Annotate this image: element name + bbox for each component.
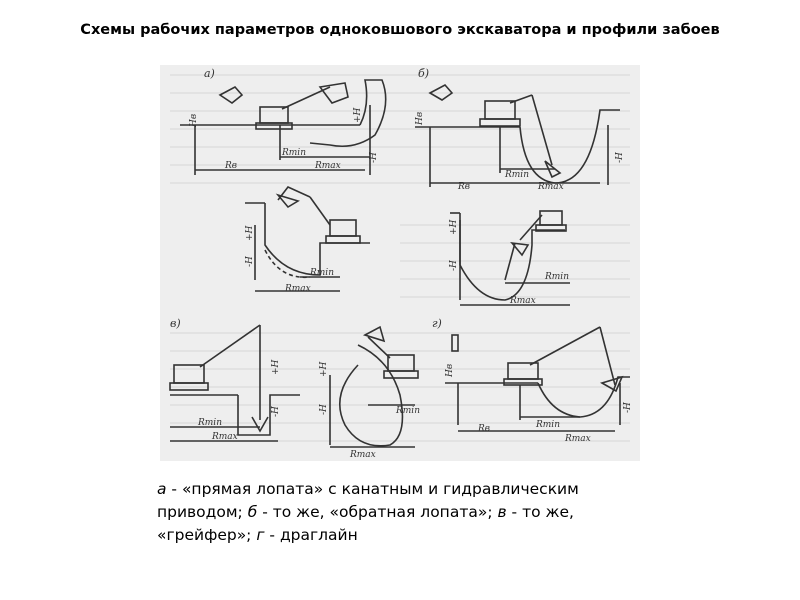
caption-text-a: - «прямая лопата» с канатным и гидравлическим приводом;: [157, 480, 579, 521]
panel-b3-minus-h-label: -H: [449, 260, 459, 271]
panel-b3-rmin-label: Rmin: [545, 272, 569, 282]
panel-a-rmin-label: Rmin: [282, 148, 306, 158]
panel-b2-rmin-label: Rmin: [310, 268, 334, 278]
panel-b-rmin-label: Rmin: [505, 170, 529, 180]
panel-v-plus-h-label: +H: [271, 359, 281, 375]
panel-b-rmax-label: Rmax: [538, 182, 564, 192]
panel-g-rv-label: Rв: [478, 424, 491, 434]
panel-g-rmin-label: Rmin: [536, 420, 560, 430]
panel-b2-rmax-label: Rmax: [285, 284, 311, 294]
panel-v2-plus-h-label: +H: [319, 361, 329, 377]
panel-g-minus-h-label: -H: [623, 402, 633, 413]
panel-v-rmax-label: Rmax: [212, 432, 238, 442]
panel-b3-rmax-label: Rmax: [510, 296, 536, 306]
caption-key-b: б: [247, 503, 258, 521]
panel-g-dragline: [432, 317, 633, 444]
panel-a-label: а): [204, 67, 215, 80]
panel-b3-plus-h-label: +H: [449, 219, 459, 235]
caption-key-v: в: [497, 503, 507, 521]
panel-b-hv-label: Hв: [415, 111, 425, 125]
slide-title: Схемы рабочих параметров одноковшового экскаватора и профили забоев: [80, 22, 720, 38]
panel-a-hv-label: Hв: [189, 113, 199, 127]
panel-v-rmin-label: Rmin: [198, 418, 222, 428]
panel-b2-backhoe-left: [245, 187, 370, 294]
caption-text-b: - то же, «обратная лопата»;: [257, 503, 498, 521]
panel-v-label: в): [170, 317, 181, 330]
panel-b-label: б): [418, 67, 430, 80]
panel-v2-rmax-label: Rmax: [350, 450, 376, 460]
panel-v2-excavator: [319, 327, 420, 460]
caption-text-g: - драглайн: [264, 526, 358, 544]
excavator-diagram-figure: [160, 65, 640, 461]
panel-g-hv-label: Hв: [445, 363, 455, 377]
panel-a-minus-h-label: -H: [369, 152, 379, 163]
panel-v2-minus-h-label: -H: [319, 404, 329, 415]
excavator-diagram-svg: [160, 65, 640, 461]
panel-v-minus-h-label: -H: [271, 406, 281, 417]
caption-text-v: - то же, «грейфер»;: [157, 503, 574, 544]
caption-key-a: а: [157, 480, 167, 498]
caption-key-g: г: [256, 526, 265, 544]
panel-g-label: г): [432, 317, 442, 330]
panel-b2-plus-h-label: +H: [245, 225, 255, 241]
panel-b-rv-label: Rв: [458, 182, 471, 192]
panel-a-front-shovel: [180, 67, 386, 175]
panel-a-rmax-label: Rmax: [315, 161, 341, 171]
panel-b-minus-h-label: -H: [615, 152, 625, 163]
panel-a-plus-h-label: +H: [353, 107, 363, 123]
panel-a-rv-label: Rв: [225, 161, 238, 171]
panel-b2-minus-h-label: -H: [245, 256, 255, 267]
figure-caption: [157, 478, 617, 547]
panel-v2-rmin-label: Rmin: [396, 406, 420, 416]
panel-g-rmax-label: Rmax: [565, 434, 591, 444]
